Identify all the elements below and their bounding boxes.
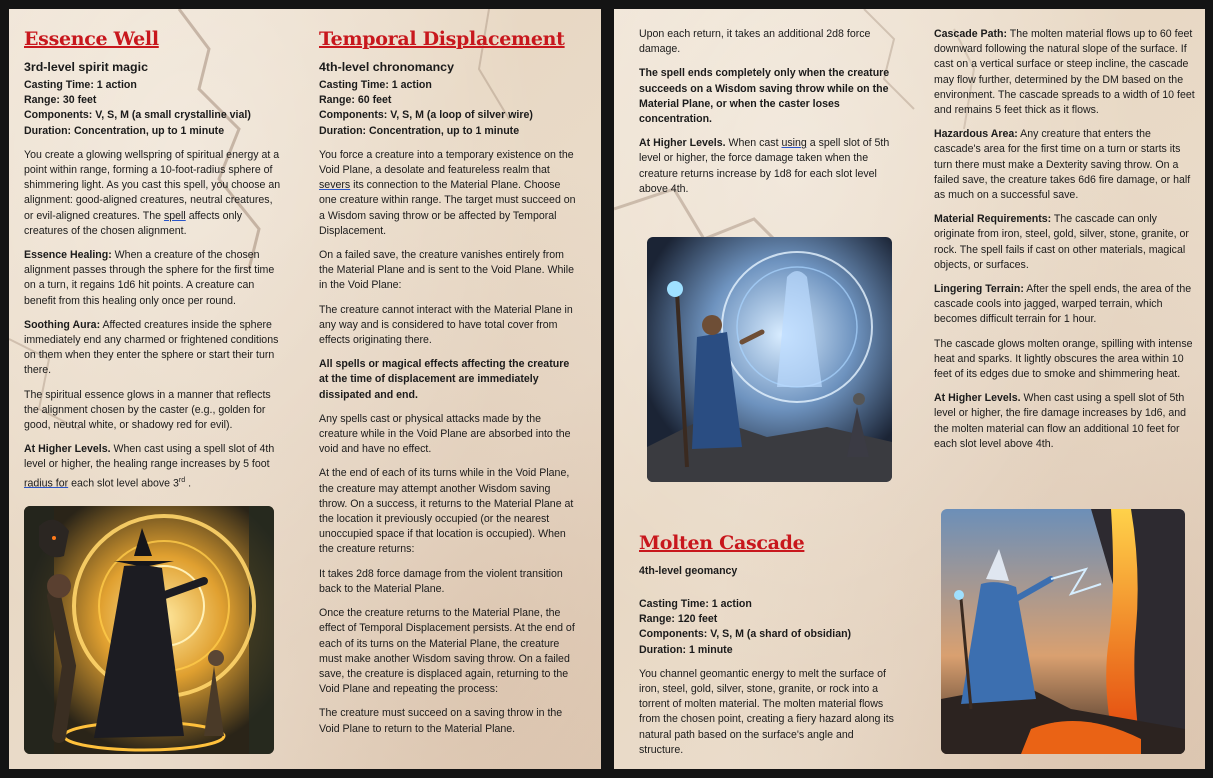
higher-levels-paragraph: At Higher Levels. When cast using a spell slot of 4th level or higher, the healing range increases by 5 foot radius for each slot level above 3rd . — [24, 443, 275, 490]
lingering-terrain-paragraph: Lingering Terrain: After the spell ends, the area of the cascade cools into jagged, warped terrain, which becomes difficult terrain for 1 hour. — [934, 283, 1192, 326]
essence-well-column — [24, 27, 284, 500]
glow-paragraph: The spiritual essence glows in a manner that reflects the alignment chosen by the caster (e.g., golden for good, neutral white, or shadowy red for evil). — [24, 388, 271, 432]
spell-end-paragraph: The spell ends completely only when the creature succeeds on a Wisdom saving throw while on the Material Plane, or when the caster loses concentration. — [639, 67, 890, 126]
material-requirements-paragraph: Material Requirements: The cascade can only originate from iron, steel, gold, silver, stone, granite, or rock. The spell fails if cast on other materials, magical objects, or surfaces. — [934, 213, 1189, 271]
description-paragraph: You force a creature into a temporary existence on the Void Plane, a desolate and featureless realm that severs its connection to the Material Plane. Choose one creature within range. The target must succeed on a Wisdom saving throw or be affected by Temporal Displacement. — [319, 148, 576, 237]
dissipate-paragraph: All spells or magical effects affecting the creature at the time of displacement are immediately dissipated and end. — [319, 358, 570, 401]
spell-stats — [319, 78, 581, 139]
persist-paragraph: Once the creature returns to the Material Plane, the effect of Temporal Displacement persists. At the end of each of its turns on the Material Plane, the creature must make another Wisdom saving throw. On a failed save, the creature is displaced again, returning to the Void Plane and repeating the process: — [319, 607, 575, 696]
components: Components: V, S, M (a small crystalline vial) — [24, 109, 251, 122]
essence-well-illustration — [24, 506, 274, 754]
additional-damage-paragraph: Upon each return, it takes an additional 2d8 force damage. — [639, 28, 871, 56]
casting-time: Casting Time: 1 action — [319, 79, 432, 91]
absorbed-paragraph: Any spells cast or physical attacks made by the creature while in the Void Plane are absorbed into the void and have no effect. — [319, 412, 571, 456]
description-paragraph: You create a glowing wellspring of spiritual energy at a point within range, forming a 10-foot-radius sphere of shimmering light. As you cast this spell, you choose an alignment: good-aligned creatures, neutral creatures, or evil-aligned creatures. The spell affects only creatures of the chosen alignment. — [24, 148, 281, 237]
hazardous-area-paragraph: Hazardous Area: Any creature that enters the cascade's area for the first time on a turn or starts its turn there must make a Dexterity saving throw. On a failed save, the creature takes 6d6 fire damage, or half as much on a successful save. — [934, 128, 1191, 202]
left-page — [9, 9, 601, 769]
spell-title-molten-cascade: Molten Cascade — [639, 532, 805, 554]
molten-cascade-header — [639, 531, 894, 767]
components: Components: V, S, M (a loop of silver wire) — [319, 109, 533, 122]
higher-levels-paragraph: At Higher Levels. When cast using a spell slot of 5th level or higher, the fire damage increases by 1d6, and the molten material can flow an additional 10 feet for each slot level above 4th. — [934, 392, 1187, 450]
molten-cascade-column — [934, 27, 1196, 461]
duration: Duration: Concentration, up to 1 minute — [319, 124, 520, 137]
soothing-aura-paragraph: Soothing Aura: Affected creatures inside the sphere immediately end any charmed or frightened conditions on them when they enter the sphere or start their turn there. — [24, 318, 279, 377]
right-page — [614, 9, 1205, 769]
range: Range: 120 feet — [639, 613, 718, 626]
duration: Duration: 1 minute — [639, 643, 733, 656]
description-paragraph: You channel geomantic energy to melt the surface of iron, steel, gold, silver, stone, granite, or rock into a torrent of molten material. The molten material flows from the chosen point, creating a fiery hazard along its natural path based on the surface's angle and structure. — [639, 667, 894, 756]
higher-levels-paragraph: At Higher Levels. When cast using a spell slot of 5th level or higher, the force damage taken when the creature returns increase by 1d8 for each slot level above 4th. — [639, 137, 890, 195]
return-paragraph: The creature must succeed on a saving throw in the Void Plane to return to the Material Plane. — [319, 707, 563, 735]
molten-cascade-illustration — [941, 509, 1185, 754]
spell-school: 3rd-level spirit magic — [24, 60, 148, 74]
spell-title-essence-well: Essence Well — [24, 28, 159, 50]
components: Components: V, S, M (a shard of obsidian) — [639, 628, 852, 641]
essence-healing-paragraph: Essence Healing: When a creature of the chosen alignment passes through the sphere for the first time on a turn, it regains 1d6 hit points. A creature can benefit from this healing only once per round. — [24, 249, 275, 307]
spell-school: 4th-level chronomancy — [319, 60, 454, 74]
glow-paragraph: The cascade glows molten orange, spilling with intense heat and sparks. It lightly obscures the area within 10 feet of its edges due to smoke and shimmering heat. — [934, 337, 1193, 381]
continuation-column — [639, 27, 894, 206]
cascade-path-paragraph: Cascade Path: The molten material flows up to 60 feet downward following the natural slope of the surface. If cast on a vertical surface or steep incline, the cascade may flow further, determined by the DM based on the environment. The cascade spreads to a width of 10 feet and remains 5 feet thick as it flows. — [934, 28, 1195, 117]
spell-stats — [639, 597, 894, 658]
force-damage-paragraph: It takes 2d8 force damage from the violent transition back to the Material Plane. — [319, 567, 563, 595]
spell-school: 4th-level geomancy — [639, 565, 738, 577]
spell-title-temporal-displacement: Temporal Displacement — [319, 28, 565, 50]
range: Range: 30 feet — [24, 94, 97, 107]
spell-stats — [24, 78, 284, 139]
duration: Duration: Concentration, up to 1 minute — [24, 124, 225, 137]
casting-time: Casting Time: 1 action — [24, 79, 137, 91]
void-cover-paragraph: The creature cannot interact with the Material Plane in any way and is considered to have total cover from effects originating there. — [319, 303, 573, 347]
range: Range: 60 feet — [319, 94, 392, 107]
spellcheck-word: spell — [163, 209, 186, 222]
end-of-turn-paragraph: At the end of each of its turns while in the Void Plane, the creature may attempt another Wisdom saving throw. On a success, it returns to the Material Plane at the location it previously occupied (or the nearest unoccupied space if that location is occupied). When the creature returns: — [319, 467, 574, 556]
temporal-displacement-column — [319, 27, 581, 746]
failed-save-paragraph: On a failed save, the creature vanishes entirely from the Material Plane and is sent to the Void Plane. While in the Void Plane: — [319, 249, 574, 292]
casting-time: Casting Time: 1 action — [639, 598, 752, 610]
temporal-displacement-illustration — [647, 237, 892, 482]
